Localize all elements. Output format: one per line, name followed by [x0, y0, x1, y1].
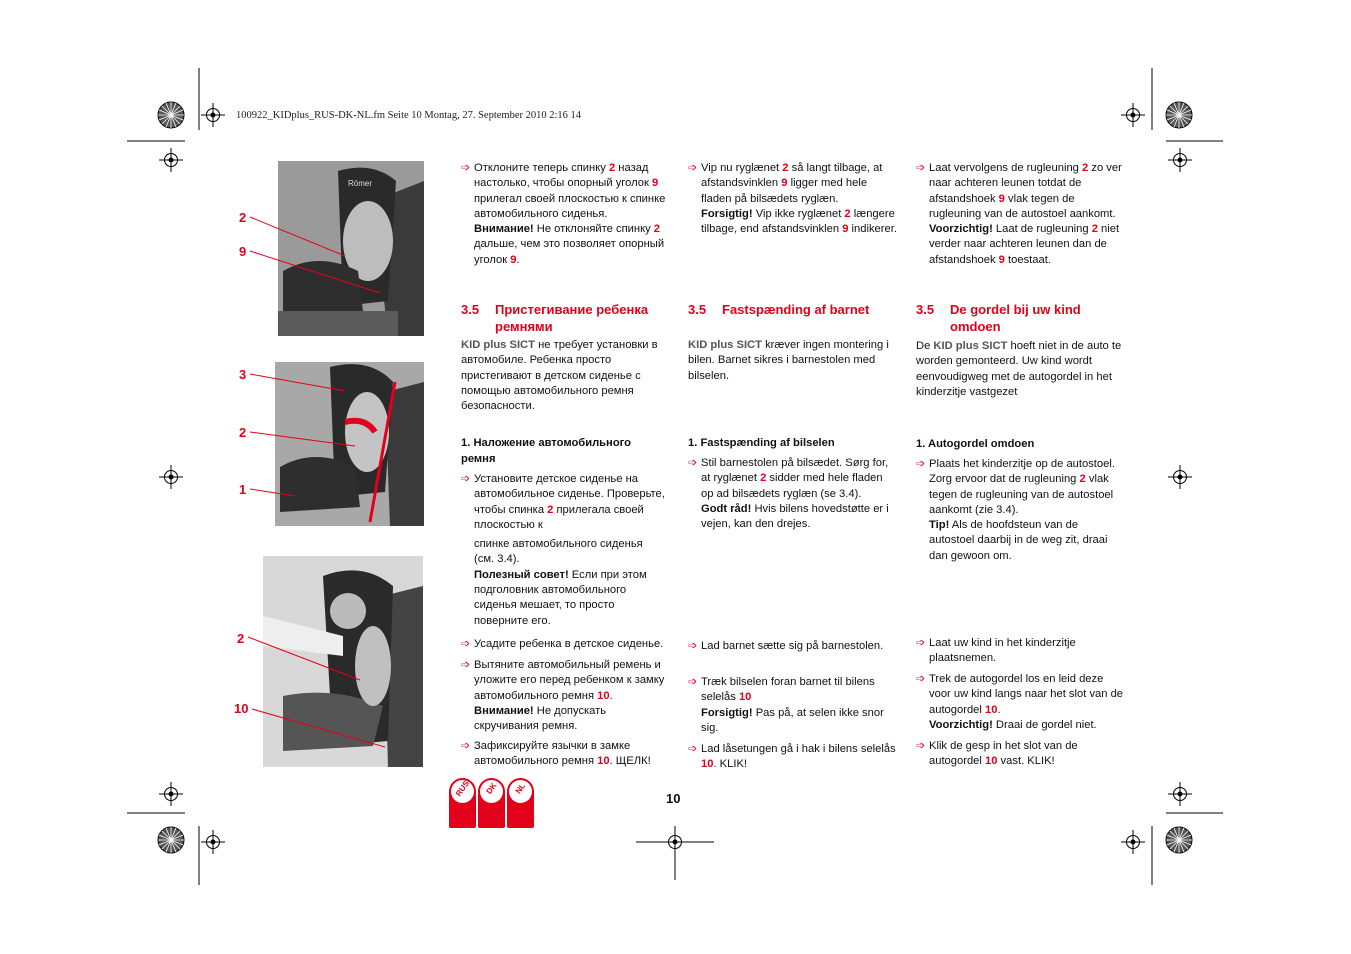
dk-step4: ➩ Træk bilselen foran barnet til bilens selelås 10 Forsigtig! Pas på, at selen ikke snor sig.: [688, 676, 884, 734]
nl-step5: ➩ Klik de gesp in het slot van de autogordel 10 vast. KLIK!: [916, 740, 1078, 768]
label-10: 10: [234, 701, 249, 716]
arrow-bullet-icon: ➩: [461, 659, 471, 671]
language-tab-dk[interactable]: DK: [478, 778, 505, 828]
page-number: 10: [666, 791, 681, 806]
dk-step3: ➩ Lad barnet sætte sig på barnestolen.: [688, 640, 884, 652]
arrow-bullet-icon: ➩: [916, 162, 926, 174]
label-2c: 2: [237, 631, 245, 646]
rus-subheading: 1. Наложение автомобильного ремня: [461, 437, 631, 465]
arrow-bullet-icon: ➩: [461, 473, 471, 485]
arrow-bullet-icon: ➩: [461, 162, 471, 174]
arrow-bullet-icon: ➩: [688, 640, 698, 652]
arrow-bullet-icon: ➩: [916, 740, 926, 752]
arrow-bullet-icon: ➩: [688, 743, 698, 755]
arrow-bullet-icon: ➩: [688, 676, 698, 688]
arrow-bullet-icon: ➩: [461, 638, 471, 650]
nl-step2: ➩ Plaats het kinderzitje op de autostoel. Zorg ervoor dat de rugleuning 2 vlak tegen de rugleuning van de autostoel aankomt (zie 3.4). Tip! Als de hoofdsteun van de autostoel daarbij in de weg zit, draai dan gewoon om.: [916, 458, 1115, 562]
arrow-bullet-icon: ➩: [688, 457, 698, 469]
file-header: 100922_KIDplus_RUS-DK-NL.fm Seite 10 Montag, 27. September 2010 2:16 14: [236, 110, 582, 121]
arrow-bullet-icon: ➩: [688, 162, 698, 174]
nl-step4: ➩ Trek de autogordel los en leid deze voor uw kind langs naar het slot van de autogordel 10. Voorzichtig! Draai de gordel niet.: [916, 673, 1124, 731]
dk-step2: ➩ Stil barnestolen på bilsædet. Sørg for, at ryglænet 2 sidder med hele fladen op ad bilsædets ryglæn (se 3.4). Godt råd! Hvis bilens hovedstøtte er i vejen, kan den drejes.: [688, 457, 889, 531]
language-tab-nl[interactable]: NL: [507, 778, 534, 828]
dk-step1: ➩ Vip nu ryglænet 2 så langt tilbage, at afstandsvinklen 9 ligger med hele fladen på bilsædets ryglæn. Forsigtig! Vip ikke ryglænet 2 længere tilbage, end afstandsvinklen 9 indikerer.: [688, 162, 897, 236]
nl-step1: ➩ Laat vervolgens de rugleuning 2 zo ver naar achteren leunen totdat de afstandshoek 9 vlak tegen de rugleuning van de autostoel aankomt. Voorzichtig! Laat de rugleuning 2 niet verder naar achteren leunen dan de afstandshoek 9 toestaat.: [916, 162, 1122, 266]
arrow-bullet-icon: ➩: [916, 637, 926, 649]
arrow-bullet-icon: ➩: [916, 458, 926, 470]
label-1: 1: [239, 482, 247, 497]
dk-subheading: 1. Fastspænding af bilselen: [688, 437, 835, 449]
dk-intro: KID plus SICT kræver ingen montering i bilen. Barnet sikres i barnestolen med bilselen.: [688, 339, 889, 382]
label-2b: 2: [239, 425, 247, 440]
nl-step3: ➩ Laat uw kind in het kinderzitje plaatsnemen.: [916, 637, 1076, 665]
rus-section-heading: 3.5 Пристегивание ребенка ремнями: [461, 302, 649, 334]
arrow-bullet-icon: ➩: [916, 673, 926, 685]
language-tab-rus[interactable]: RUS: [449, 778, 476, 828]
nl-intro: De KID plus SICT hoeft niet in de auto te worden gemonteerd. Uw kind wordt eenvoudigweg met de autogordel in het kinderzitje vastgezet: [916, 340, 1122, 398]
dk-section-heading: 3.5 Fastspænding af barnet: [688, 302, 870, 317]
nl-section-heading: 3.5 De gordel bij uw kind omdoen: [916, 302, 1081, 334]
rus-step3: ➩ Усадите ребенка в детское сиденье.: [461, 638, 664, 650]
rus-step1: ➩ Отклоните теперь спинку 2 назад настолько, чтобы опорный уголок 9 прилегал своей плоскостью к спинке автомобильного сиденья. Внимание! Не отклоняйте спинку 2 дальше, чем это позволяет опорный уголок 9.: [461, 162, 666, 266]
rus-step5: ➩ Зафиксируйте язычки в замке автомобильного ремня 10. ЩЕЛК!: [461, 740, 651, 768]
rus-step4: ➩ Вытяните автомобильный ремень и уложите его перед ребенком к замку автомобильного ремня 10. Внимание! Не допускать скручивания ремня.: [461, 659, 665, 733]
rus-step2: ➩ Установите детское сиденье на автомобильное сиденье. Проверьте, чтобы спинка 2 прилегала своей плоскостью к спинке автомобильного сиденья (см. 3.4). Полезный совет! Если при этом подголовник автомобильного сиденья мешает, то просто поверните его.: [461, 473, 665, 627]
dk-step5: ➩ Lad låsetungen gå i hak i bilens selelås 10. KLIK!: [688, 743, 896, 771]
label-9: 9: [239, 244, 247, 259]
nl-subheading: 1. Autogordel omdoen: [916, 438, 1035, 450]
rus-intro: KID plus SICT не требует установки в автомобиле. Ребенка просто пристегивают в детском сиденье с помощью автомобильного ремня безопасности.: [461, 339, 658, 413]
label-2: 2: [239, 210, 247, 225]
label-3: 3: [239, 367, 247, 382]
arrow-bullet-icon: ➩: [461, 740, 471, 752]
brand-mark: Römer: [348, 179, 373, 188]
